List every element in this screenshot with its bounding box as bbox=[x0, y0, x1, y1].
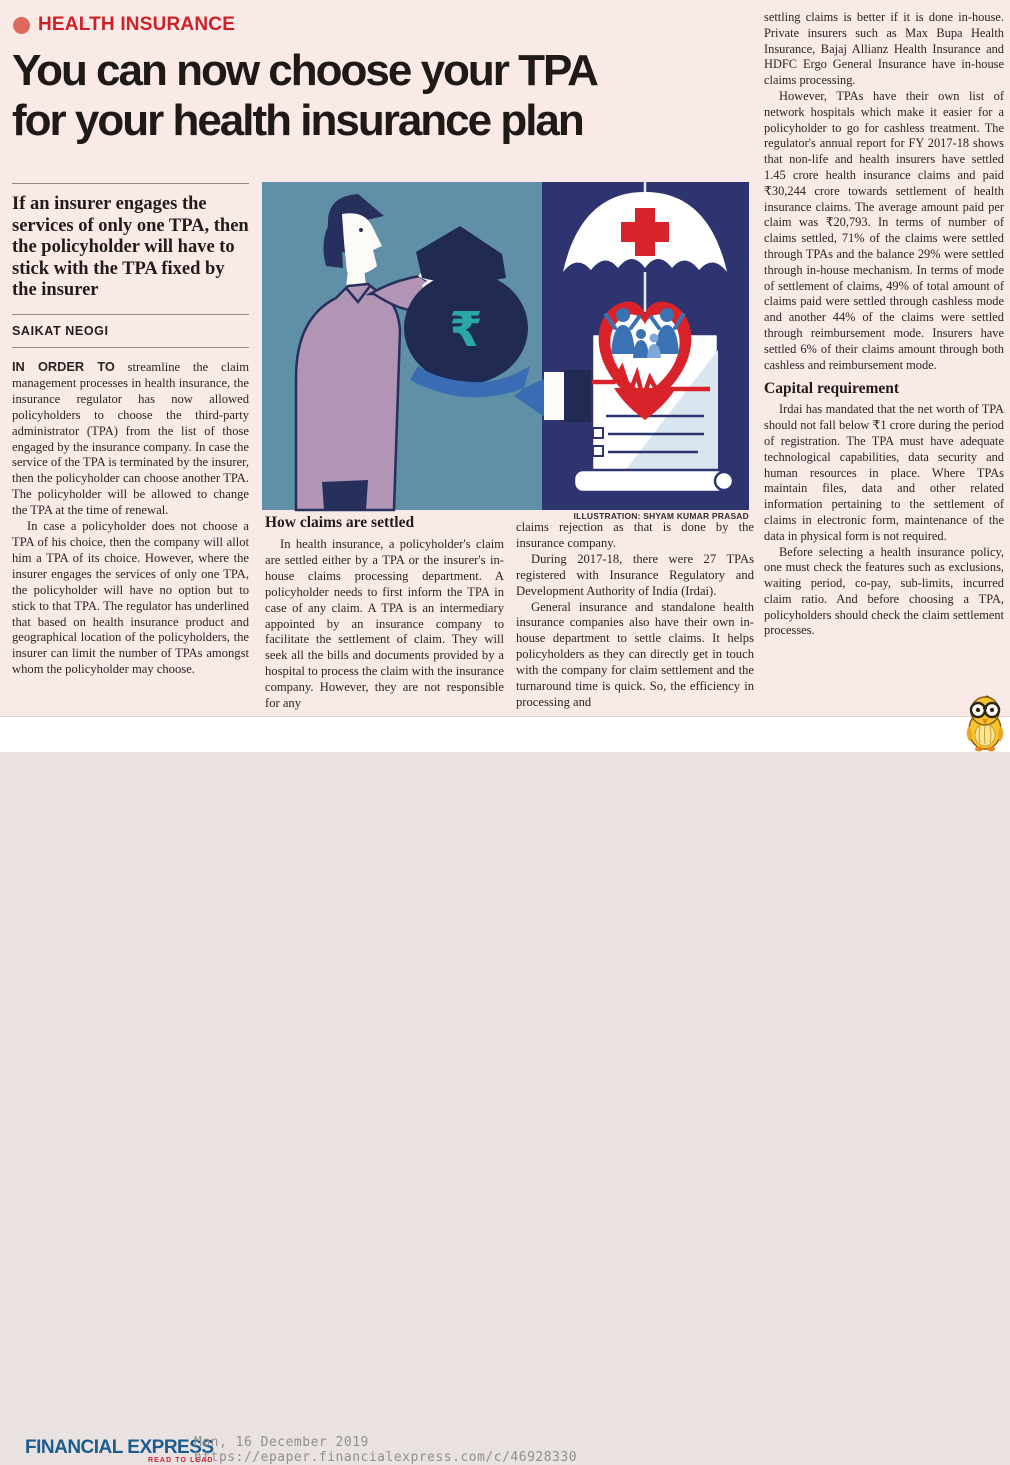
section-label: HEALTH INSURANCE bbox=[38, 14, 235, 36]
article-column-1 bbox=[12, 359, 249, 712]
lead-in: IN ORDER TO bbox=[12, 359, 115, 374]
section-heading: Capital requirement bbox=[764, 380, 1004, 398]
epaper-footer bbox=[0, 716, 1010, 752]
article-illustration bbox=[262, 182, 749, 510]
bullet-icon bbox=[13, 17, 30, 34]
brand-tagline: READ TO LEAD bbox=[25, 1457, 214, 1465]
paragraph-text: streamline the claim management processes in health insurance, the insurance regulator has now allowed policyholders to choose the third-party administrator (TPA) from the list of those engaged by the insurance company. In case the service of the TPA is terminated by the insurer, then the policyholder can choose another TPA. The policyholder will be allowed to change the TPA at the time of renewal. bbox=[12, 360, 249, 517]
headline-line1: You can now choose your TPA bbox=[12, 46, 757, 96]
illustration-canvas bbox=[262, 182, 749, 510]
checkbox-icon bbox=[593, 428, 603, 438]
brand-name: FINANCIAL EXPRESS bbox=[25, 1439, 214, 1457]
article-column-4 bbox=[764, 10, 1004, 714]
section-kicker bbox=[13, 14, 235, 36]
paragraph: In health insurance, a policyholder's claim are settled either by a TPA or the insurer's in-house claims processing department. A policyholder needs to first inform the TPA in case of any claim. A TPA is an intermediary appointed by an insurance company to facilitate the settlement of claim. They will seek all the bills and documents provided by a hospital to process the claim with the insurance company. However, they are not responsible for any bbox=[265, 537, 504, 712]
financial-express-logo bbox=[25, 1439, 214, 1465]
checkbox-icon bbox=[593, 446, 603, 456]
paragraph: Before selecting a health insurance policy, one must check the features such as exclusions, waiting period, co-pay, sub-limits, incurred claim ratio. And before choosing a TPA, policyholders should check the claim settlement processes. bbox=[764, 545, 1004, 640]
paragraph: However, TPAs have their own list of network hospitals which make it easier for a policyholder to go for cashless treatment. The regulator's annual report for FY 2017-18 shows that non-life and health insurers have settled 1.45 crore health insurance claims and paid ₹30,244 crore towards settlement of health insurance claims. The average amount paid per claim was ₹20,793. In terms of number of claims settled, 71% of the claims were settled through TPAs and the balance 29% were settled through in-house mechanism. In terms of mode of settlement of claims, 49% of total amount of claims paid were settled through cashless mode and another 44% of the claims were settled through reimbursement mode. Insurers have settled 6% of their claims amount through both cashless and reimbursement mode. bbox=[764, 89, 1004, 373]
headline-line2: for your health insurance plan bbox=[12, 96, 757, 146]
illustration-credit: ILLUSTRATION: SHYAM KUMAR PRASAD bbox=[262, 511, 749, 521]
owl-mascot-icon bbox=[963, 694, 1007, 752]
paragraph: In case a policyholder does not choose a TPA of his choice, then the company will allot him a TPA of its choice. However, where the insurer engages the services of only one TPA, the policyholder will have no option but to stick to that TPA. The regulator has underlined that based on health insurance product and geographical location of the policyholders, the insurer can limit the number of TPAs amongst whom the policyholder may choose. bbox=[12, 519, 249, 678]
paragraph: General insurance and standalone health insurance companies also have their own in-house department to settle claims. It helps policyholders as they can directly get in touch with the company for claim settlement and the turnaround time is quick. So, the efficiency in processing and bbox=[516, 600, 754, 711]
rupee-symbol: ₹ bbox=[449, 302, 482, 358]
section-heading: How claims are settled bbox=[265, 514, 504, 532]
standfirst: If an insurer engages the services of only one TPA, then the policyholder will have to stick with the TPA fixed by the insurer bbox=[12, 183, 249, 315]
paragraph: claims rejection as that is done by the insurance company. bbox=[516, 520, 754, 552]
article-column-3 bbox=[516, 520, 754, 714]
paragraph: During 2017-18, there were 27 TPAs registered with Insurance Regulatory and Development Authority of India (Irdai). bbox=[516, 552, 754, 600]
paragraph: Irdai has mandated that the net worth of TPA should not fall below ₹1 crore during the period of registration. The TPA must have adequate technological capabilities, data security and human resources in place. Where TPAs maintain files, data and other related information pertaining to the settlement of claims in electronic form, maintenance of the data in physical form is not required. bbox=[764, 402, 1004, 544]
headline bbox=[12, 46, 757, 146]
footer-meta bbox=[194, 1436, 577, 1465]
byline: SAIKAT NEOGI bbox=[12, 317, 249, 348]
publication-date: Mon, 16 December 2019 bbox=[194, 1436, 577, 1451]
paragraph: settling claims is better if it is done in-house. Private insurers such as Max Bupa Health Insurance, Bajaj Allianz Health Insurance and HDFC Ergo General Insurance have in-house claims processing. bbox=[764, 10, 1004, 89]
paragraph bbox=[12, 359, 249, 519]
epaper-url[interactable]: https://epaper.financialexpress.com/c/46928330 bbox=[194, 1451, 577, 1465]
article-column-2 bbox=[265, 514, 504, 714]
